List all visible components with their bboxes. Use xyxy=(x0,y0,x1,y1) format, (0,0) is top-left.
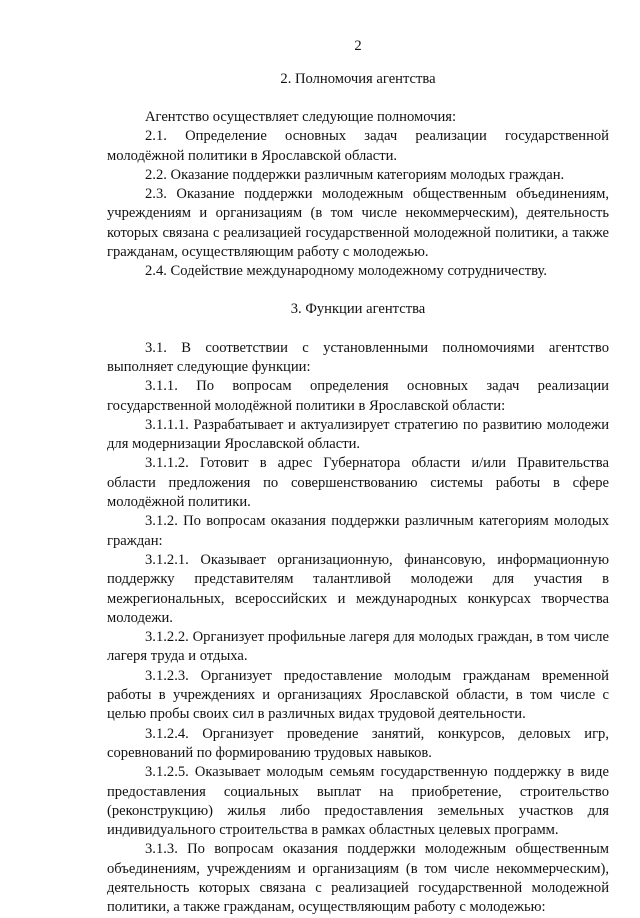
section-3-heading: 3. Функции агентства xyxy=(290,300,426,317)
paragraph: 3.1.1.1. Разрабатывает и актуализирует стратегию по развитию молодежи для модернизации Ярославской области. xyxy=(107,416,609,453)
paragraph: 3.1.1. По вопросам определения основных задач реализации государственной молодёжной политики в Ярославской области: xyxy=(107,378,609,414)
paragraph: 2.3. Оказание поддержки молодежным общественным объединениям, учреждениям и организациям (в том числе некоммерческим), деятельность которых связана с реализацией государственной молодежной политики, а также гражданам, осуществляющим работу с молодежью. xyxy=(107,186,609,261)
paragraph: 3.1.2. По вопросам оказания поддержки различным категориям молодых граждан: xyxy=(107,513,609,549)
paragraph: 3.1.2.5. Оказывает молодым семьям государственную поддержку в виде предоставления социальных выплат на приобретение, строительство (реконструкцию) жилья либо предоставления земельных участков для индивидуального строительства в рамках областных целевых программ. xyxy=(107,764,609,839)
paragraph: 2.1. Определение основных задач реализации государственной молодёжной политики в Ярославской области. xyxy=(107,128,609,164)
paragraph: 3.1.2.1. Оказывает организационную, финансовую, информационную поддержку представителям талантливой молодежи для участия в межрегиональных, всероссийских и международных конкурсах творчества молодежи. xyxy=(107,551,609,626)
section-2-body xyxy=(107,108,609,282)
paragraph: 3.1.2.3. Организует предоставление молодым гражданам временной работы в учреждениях и организациях Ярославской области, в том числе с целью пробы своих сил в различных видах трудовой деятельности. xyxy=(107,667,609,723)
paragraph: Агентство осуществляет следующие полномочия: xyxy=(145,109,457,125)
section-3-body xyxy=(107,339,609,918)
paragraph: 3.1. В соответствии с установленными полномочиями агентство выполняет следующие функции: xyxy=(107,339,609,375)
section-2-heading: 2. Полномочия агентства xyxy=(280,71,436,87)
paragraph: 3.1.1.2. Готовит в адрес Губернатора области и/или Правительства области предложения по совершенствованию системы работы в сфере молодёжной политики. xyxy=(107,455,609,511)
paragraph: 3.1.2.4. Организует проведение занятий, конкурсов, деловых игр, соревнований по формированию трудовых навыков. xyxy=(107,725,609,761)
paragraph: 2.4. Содействие международному молодежному сотрудничеству. xyxy=(145,263,548,280)
paragraph: 2.2. Оказание поддержки различным категориям молодых граждан. xyxy=(145,166,565,183)
document-page xyxy=(107,36,609,918)
page-number: 2 xyxy=(354,38,362,54)
paragraph: 3.1.3. По вопросам оказания поддержки молодежным общественным объединениям, учреждениям и организациям (в том числе некоммерческим), деятельность которых связана с реализацией государственной молодежной политики, а также гражданам, осуществляющим работу с молодежью: xyxy=(107,841,609,916)
paragraph: 3.1.2.2. Организует профильные лагеря для молодых граждан, в том числе лагеря труда и отдыха. xyxy=(107,629,609,665)
